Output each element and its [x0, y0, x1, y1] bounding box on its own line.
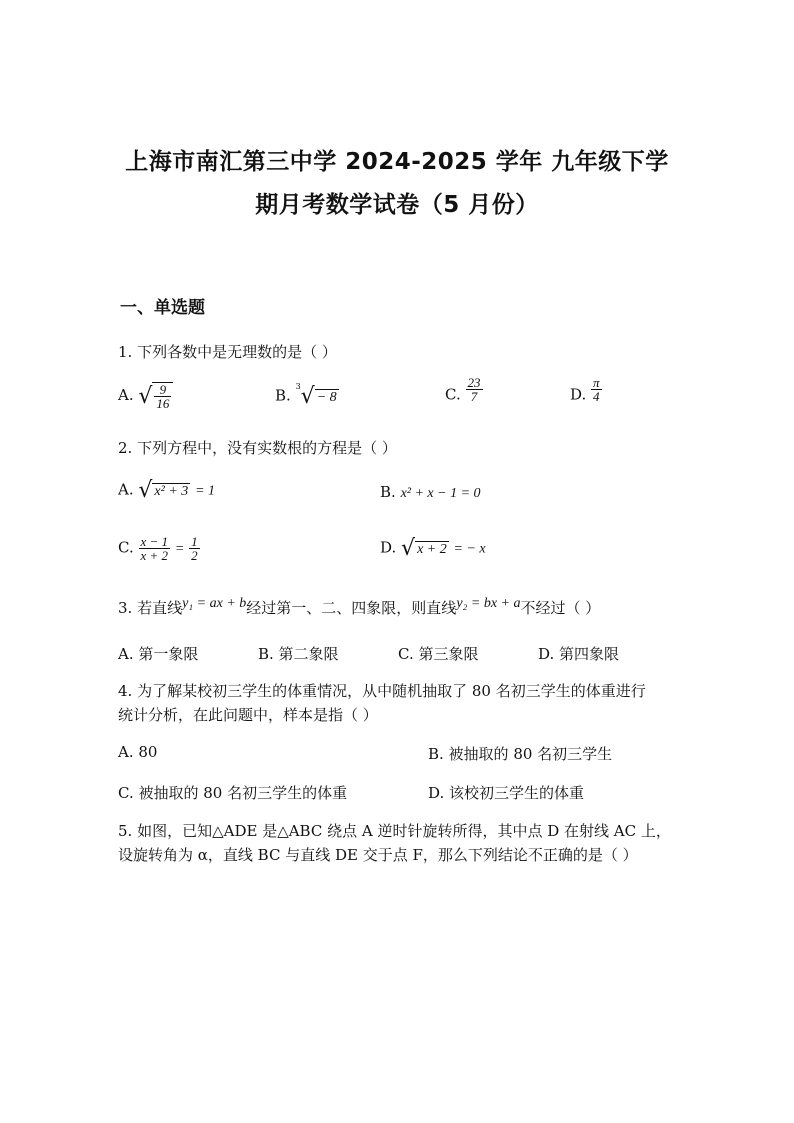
equals-sign: =	[174, 541, 185, 557]
question-1-option-b: B. $^3$√ − 8	[275, 382, 337, 409]
sqrt-expression: √ $\frac{9}{16}$	[138, 382, 173, 410]
stem-text: 3. 若直线	[118, 599, 183, 617]
denominator: 2	[191, 548, 198, 563]
question-4-option-c: C. 被抽取的 80 名初三学生的体重	[118, 784, 348, 802]
question-2-option-d: D. √ x + 2 = − x	[380, 536, 486, 561]
equation: x² + x − 1 = 0	[400, 486, 481, 501]
radicand: x + 2	[417, 541, 447, 557]
question-1-option-a	[118, 382, 173, 410]
question-2-option-a: A. √ x² + 3 = 1	[118, 478, 216, 503]
question-3-option-b: B. 第二象限	[258, 645, 339, 663]
denominator: 4	[591, 389, 602, 403]
numerator: 1	[191, 534, 198, 549]
option-label: C.	[118, 538, 134, 557]
numerator: x − 1	[140, 534, 169, 549]
question-2-stem: 2. 下列方程中，没有实数根的方程是（ ）	[118, 439, 397, 457]
option-label: D.	[380, 538, 397, 557]
question-3-option-d: D. 第四象限	[538, 645, 620, 663]
question-3-option-a: A. 第一象限	[118, 645, 199, 663]
option-label: C.	[445, 385, 461, 404]
question-2-option-b	[380, 483, 481, 502]
option-label: A.	[118, 386, 134, 404]
radicand: x² + 3	[154, 483, 189, 499]
option-label: D.	[570, 385, 587, 404]
question-4-option-b: B. 被抽取的 80 名初三学生	[428, 745, 613, 763]
question-1-stem: 1. 下列各数中是无理数的是（ ）	[118, 343, 337, 361]
equation-tail: = − x	[453, 541, 486, 557]
question-4-stem-line-1: 4. 为了解某校初三学生的体重情况，从中随机抽取了 80 名初三学生的体重进行	[118, 682, 646, 700]
denominator: 7	[466, 389, 483, 403]
line-2-equation: y₂ = bx + a	[456, 596, 521, 611]
question-1-option-c	[445, 375, 483, 409]
numerator: π	[593, 375, 600, 390]
denominator: 16	[156, 396, 170, 411]
question-3-option-c: C. 第三象限	[398, 645, 479, 663]
denominator: x + 2	[140, 548, 169, 563]
section-heading: 一、单选题	[120, 298, 205, 318]
equation-tail: = 1	[195, 483, 216, 499]
question-1-option-d	[570, 375, 602, 409]
page-title-line-1: 上海市南汇第三中学 2024-2025 学年 九年级下学	[125, 149, 669, 175]
question-4-option-d: D. 该校初三学生的体重	[428, 784, 585, 802]
question-3-stem	[118, 596, 600, 622]
numerator: 9	[159, 382, 167, 397]
question-4-stem-line-2: 统计分析，在此问题中，样本是指（ ）	[118, 706, 378, 724]
radicand: − 8	[316, 389, 337, 405]
option-label: B.	[275, 386, 291, 405]
question-5-stem-line-2: 设旋转角为 α，直线 BC 与直线 DE 交于点 F，那么下列结论不正确的是（ ）	[118, 846, 638, 864]
option-label: B.	[380, 483, 396, 501]
option-label: A.	[118, 480, 134, 499]
line-1-equation: y₁ = ax + b	[182, 596, 247, 611]
question-4-option-a: A. 80	[118, 743, 158, 761]
stem-text: 经过第一、二、四象限，则直线	[246, 599, 457, 617]
numerator: 23	[467, 375, 481, 390]
page-title-line-2: 期月考数学试卷（5 月份）	[255, 192, 539, 218]
question-5-stem-line-1: 5. 如图，已知△ADE 是△ABC 绕点 A 逆时针旋转所得，其中点 D 在射线 AC 上，	[118, 822, 671, 840]
question-2-option-c	[118, 535, 200, 562]
root-index: 3	[295, 382, 301, 391]
stem-text: 不经过（ ）	[520, 599, 601, 617]
